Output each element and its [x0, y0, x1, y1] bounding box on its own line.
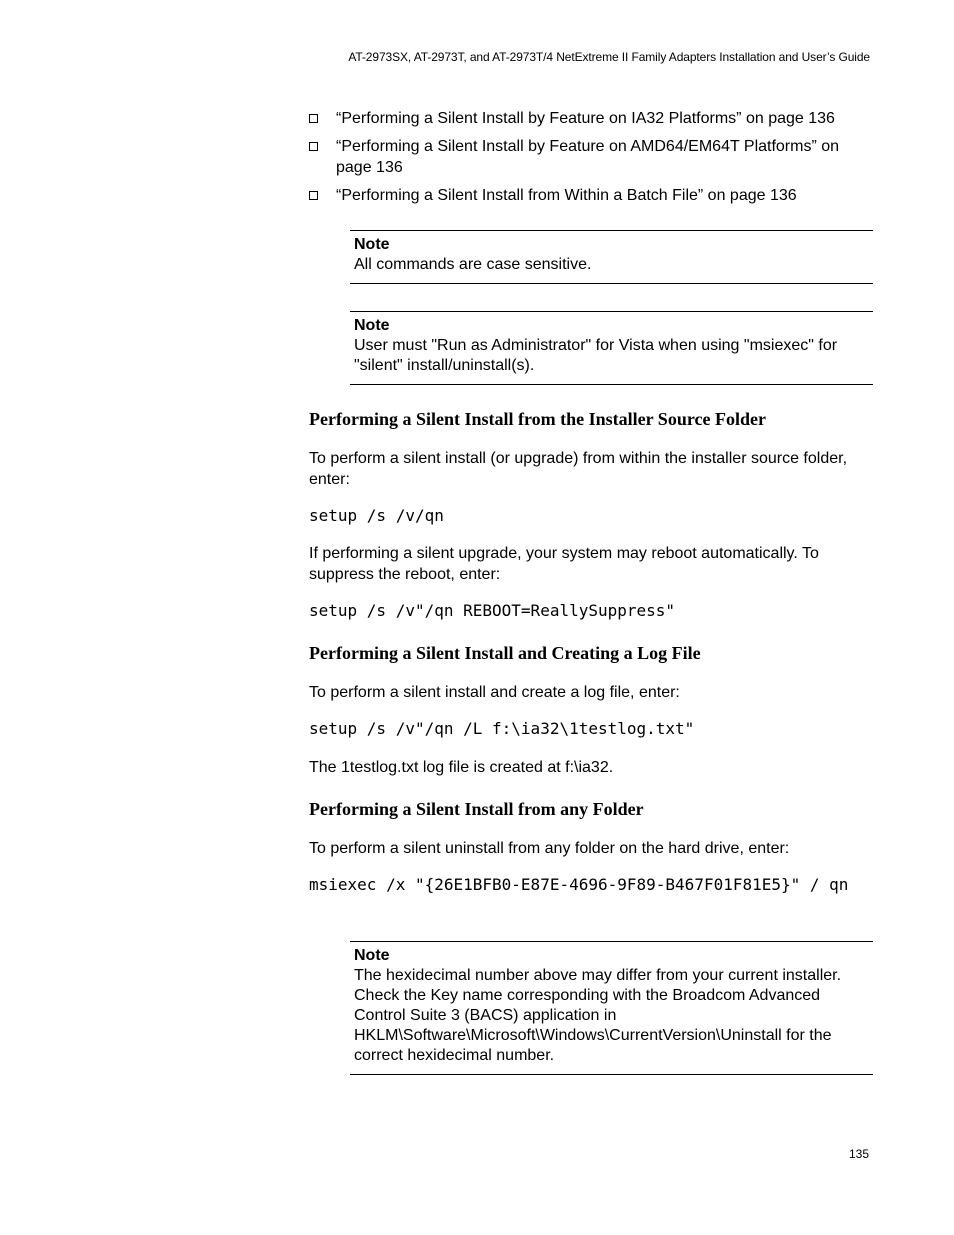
cross-reference-link[interactable]: “Performing a Silent Install from Within a Batch File” on page 136: [336, 187, 797, 204]
note-box: [350, 230, 873, 284]
note-title: Note: [354, 236, 390, 253]
checkbox-bullet-icon: [309, 191, 318, 200]
note-body: All commands are case sensitive.: [354, 256, 592, 273]
note-body: User must "Run as Administrator" for Vista when using "msiexec" for "silent" install/uninstall(s).: [354, 337, 838, 374]
note-box: [350, 941, 873, 1075]
note-title: Note: [354, 317, 390, 334]
paragraph: The 1testlog.txt log file is created at f:\ia32.: [309, 759, 614, 776]
list-item: [309, 136, 870, 178]
checkbox-bullet-icon: [309, 114, 318, 123]
note-box: [350, 311, 873, 385]
paragraph: If performing a silent upgrade, your system may reboot automatically. To suppress the reboot, enter:: [309, 545, 819, 583]
code-command: setup /s /v"/qn REBOOT=ReallySuppress": [309, 601, 676, 620]
paragraph: To perform a silent uninstall from any folder on the hard drive, enter:: [309, 840, 790, 857]
paragraph: To perform a silent install (or upgrade) from within the installer source folder, enter:: [309, 450, 848, 488]
code-command: setup /s /v/qn: [309, 506, 444, 525]
list-item: [309, 185, 870, 206]
running-header: AT-2973SX, AT-2973T, and AT-2973T/4 NetExtreme II Family Adapters Installation and User’s Guide: [348, 50, 870, 64]
code-command: setup /s /v"/qn /L f:\ia32\1testlog.txt": [309, 719, 695, 738]
page-number: 135: [848, 1147, 869, 1161]
note-title: Note: [354, 947, 390, 964]
paragraph: To perform a silent install and create a log file, enter:: [309, 684, 680, 701]
code-command: msiexec /x "{26E1BFB0-E87E-4696-9F89-B467F01F81E5}" / qn: [309, 875, 849, 894]
section-heading: Performing a Silent Install from the Installer Source Folder: [309, 409, 766, 429]
cross-reference-link[interactable]: “Performing a Silent Install by Feature on AMD64/EM64T Platforms” on page 136: [336, 138, 840, 176]
note-body: The hexidecimal number above may differ from your current installer. Check the Key name corresponding with the Broadcom Advanced Control Suite 3 (BACS) application in HKLM\Software\Microsoft\Windows\CurrentVersion\Uninstall for the correct hexidecimal number.: [354, 967, 842, 1064]
list-item: [309, 108, 870, 129]
cross-reference-link[interactable]: “Performing a Silent Install by Feature on IA32 Platforms” on page 136: [336, 110, 835, 127]
checkbox-bullet-icon: [309, 142, 318, 151]
cross-reference-list: [309, 108, 870, 213]
section-heading: Performing a Silent Install and Creating a Log File: [309, 643, 701, 663]
section-heading: Performing a Silent Install from any Folder: [309, 799, 644, 819]
